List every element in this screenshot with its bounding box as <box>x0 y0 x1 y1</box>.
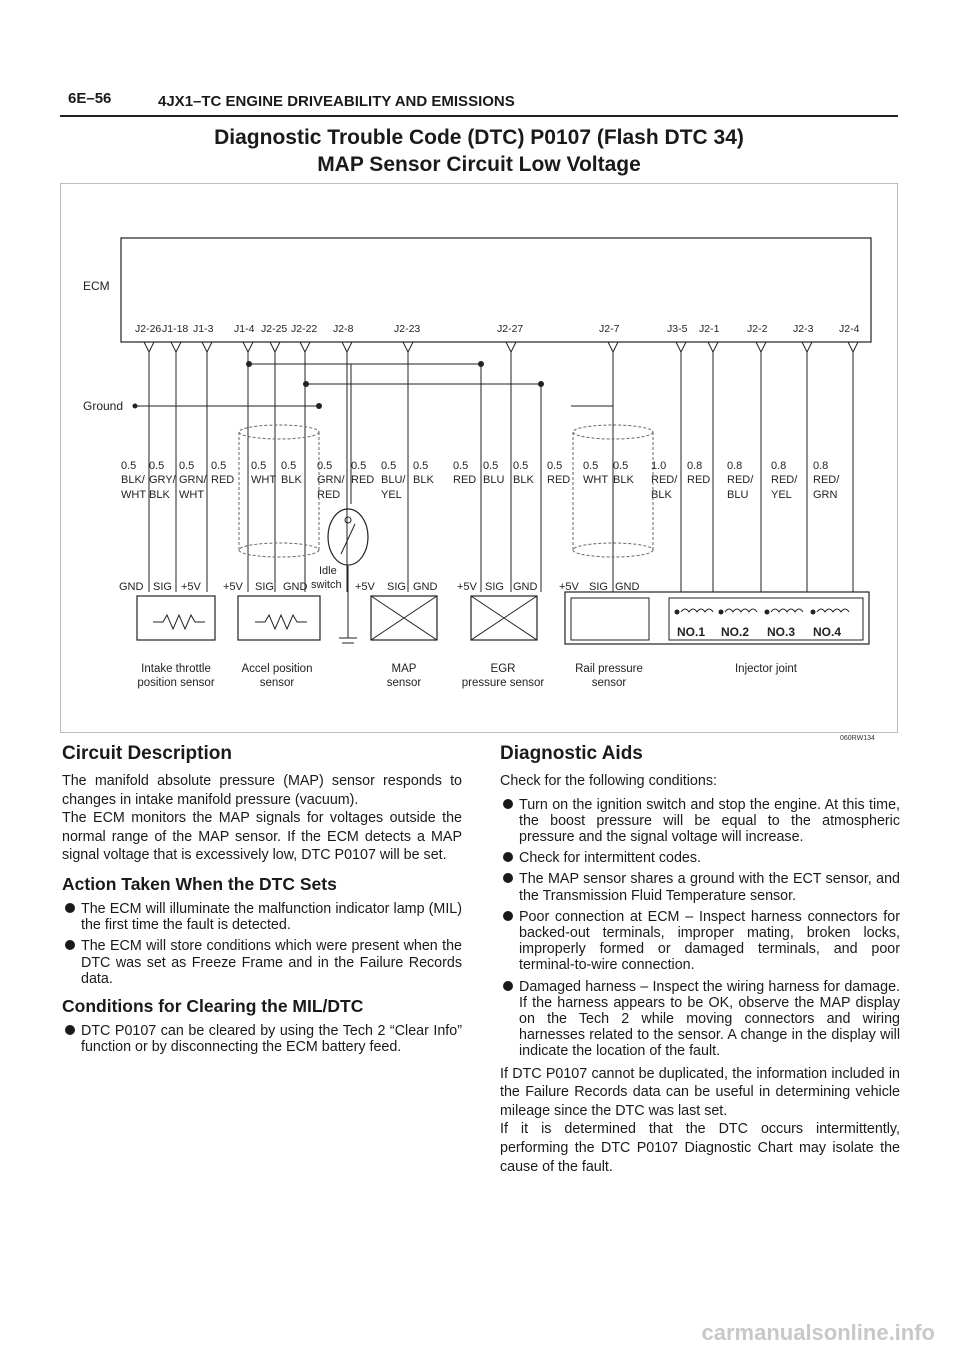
wire-color-label: RED <box>547 474 571 486</box>
terminal-label: SIG <box>255 581 274 593</box>
ecm-pin-label: J2-2 <box>747 323 768 335</box>
ecm-pin-label: J2-26 <box>135 323 162 335</box>
component-label: Injector joint <box>734 663 798 675</box>
bullet-icon <box>503 981 513 991</box>
bullet-icon <box>65 903 75 913</box>
connector-symbol <box>403 342 413 352</box>
watermark: carmanualsonline.info <box>701 1320 935 1345</box>
injector-dot <box>811 610 816 615</box>
accel-sensor-box <box>238 596 320 640</box>
list-item: Damaged harness – Inspect the wiring harness for damage. If the harness appears to be OK, observe the MAP display on the Tech 2 while moving connectors and wiring harnesses related to the sensor. A change in the display will indicate the location of the fault. <box>500 979 900 1060</box>
clearing-heading: Conditions for Clearing the MIL/DTC <box>62 995 364 1016</box>
component-label: Accel position <box>241 663 313 675</box>
terminal-label: +5V <box>181 581 201 593</box>
wire-color-label: BLK <box>281 474 302 486</box>
wire-color-label: GRN/ <box>179 474 207 486</box>
terminal-label: SIG <box>387 581 406 593</box>
component-label: sensor <box>386 677 422 689</box>
wire-gauge-label: 1.0 <box>651 460 667 472</box>
wire-color-label-2: WHT <box>121 489 147 501</box>
connector-symbol <box>506 342 516 352</box>
component-label: sensor <box>591 677 627 689</box>
ecm-pin-label: J2-3 <box>793 323 814 335</box>
diagnostic-aids-intro: Check for the following conditions: <box>500 773 717 789</box>
terminal-label: SIG <box>589 581 608 593</box>
wire-color-label: WHT <box>583 474 609 486</box>
wiring-diagram <box>60 183 898 733</box>
connector-symbol <box>756 342 766 352</box>
list-item: Turn on the ignition switch and stop the engine. At this time, the boost pressure will be equal to the atmospheric pressure and the signal voltage will increase. <box>500 797 900 846</box>
component-label: pressure sensor <box>461 677 545 689</box>
component-label: Intake throttle <box>141 663 211 675</box>
wire-gauge-label: 0.8 <box>687 460 703 472</box>
wire-gauge-label: 0.5 <box>381 460 397 472</box>
ecm-pin-label: J2-8 <box>333 323 354 335</box>
wire-color-label: RED/ <box>651 474 678 486</box>
injector-coil <box>725 609 757 612</box>
injector-coil <box>681 609 713 612</box>
ecm-pin-label: J2-23 <box>394 323 421 335</box>
junction-dot <box>478 361 484 367</box>
diagnostic-aids-p2: If it is determined that the DTC occurs intermittently, performing the DTC P0107 Diagnostic Chart may isolate the cause of the fault. <box>500 1121 900 1175</box>
terminal-label: GND <box>513 581 538 593</box>
rail-sensor-box <box>571 598 649 640</box>
dtc-title-line1: Diagnostic Trouble Code (DTC) P0107 (Flash DTC 34) <box>214 126 744 149</box>
wire-color-label-2: WHT <box>179 489 205 501</box>
circuit-description-heading: Circuit Description <box>62 743 232 764</box>
wire-color-label-2: YEL <box>381 489 402 501</box>
wire-color-label-2: BLK <box>149 489 170 501</box>
action-taken-list <box>62 901 462 987</box>
wire-gauge-label: 0.8 <box>813 460 829 472</box>
component-label: Rail pressure <box>575 663 643 675</box>
connector-symbol <box>202 342 212 352</box>
connector-symbol <box>848 342 858 352</box>
junction-dot <box>246 361 252 367</box>
ecm-pin-label: J2-7 <box>599 323 620 335</box>
wire-color-label: RED <box>351 474 375 486</box>
wire-color-label: RED/ <box>771 474 798 486</box>
list-item: The ECM will illuminate the malfunction indicator lamp (MIL) the first time the fault is detected. <box>62 901 462 933</box>
ecm-pin-label: J2-27 <box>497 323 524 335</box>
clearing-list <box>62 1023 462 1055</box>
component-label: MAP <box>391 663 417 675</box>
diagnostic-aids-p1: If DTC P0107 cannot be duplicated, the information included in the Failure Records data can be useful in determining vehicle mileage since the DTC was last set. <box>500 1065 900 1119</box>
injector-label: NO.2 <box>721 625 750 639</box>
wire-gauge-label: 0.5 <box>483 460 499 472</box>
terminal-label: GND <box>283 581 308 593</box>
diagnostic-aids-heading: Diagnostic Aids <box>500 743 643 764</box>
wire-color-label-2: BLK <box>651 489 672 501</box>
right-column <box>500 742 900 1176</box>
wire-color-label: BLK/ <box>121 474 145 486</box>
wire-gauge-label: 0.5 <box>351 460 367 472</box>
wire-gauge-label: 0.8 <box>727 460 743 472</box>
page-header-number: 6E–56 <box>68 90 112 107</box>
connector-symbol <box>708 342 718 352</box>
wire-color-label: BLK <box>413 474 434 486</box>
connector-symbol <box>270 342 280 352</box>
terminal-label: +5V <box>223 581 243 593</box>
circuit-description-p2: The ECM monitors the MAP signals for voltages outside the normal range of the MAP sensor. If the ECM detects a MAP signal voltage that is excessively low, DTC P0107 will be set. <box>62 810 462 864</box>
bullet-icon <box>503 911 513 921</box>
terminal-label: GND <box>119 581 144 593</box>
header-rule <box>60 115 898 117</box>
terminal-label: GND <box>615 581 640 593</box>
ecm-pin-label: J1-18 <box>162 323 189 335</box>
ecm-pin-label: J2-4 <box>839 323 860 335</box>
wire-color-label: RED <box>211 474 235 486</box>
wire-color-label: WHT <box>251 474 277 486</box>
wire-gauge-label: 0.5 <box>281 460 297 472</box>
injector-dot <box>765 610 770 615</box>
connector-symbol <box>802 342 812 352</box>
wire-color-label: RED/ <box>813 474 840 486</box>
terminal-label: +5V <box>559 581 579 593</box>
wire-color-label: BLU/ <box>381 474 406 486</box>
dtc-title-line2: MAP Sensor Circuit Low Voltage <box>317 153 641 176</box>
wire-gauge-label: 0.5 <box>513 460 529 472</box>
figure-code: 060RW134 <box>840 735 875 742</box>
throttle-sensor-box <box>137 596 215 640</box>
page-header-title: 4JX1–TC ENGINE DRIVEABILITY AND EMISSIONS <box>158 93 515 110</box>
connector-symbol <box>342 342 352 352</box>
injector-coil <box>771 609 803 612</box>
wire-gauge-label: 0.5 <box>179 460 195 472</box>
wire-color-label-2: YEL <box>771 489 792 501</box>
wire-color-label: RED/ <box>727 474 754 486</box>
component-label: position sensor <box>137 677 215 689</box>
list-item: The MAP sensor shares a ground with the ECT sensor, and the Transmission Fluid Temperature sensor. <box>500 871 900 903</box>
terminal-label: +5V <box>457 581 477 593</box>
action-taken-heading: Action Taken When the DTC Sets <box>62 873 337 894</box>
ecm-pin-label: J1-3 <box>193 323 214 335</box>
terminal-label: SIG <box>153 581 172 593</box>
connector-symbol <box>144 342 154 352</box>
wire-gauge-label: 0.5 <box>613 460 629 472</box>
ecm-pin-label: J2-22 <box>291 323 318 335</box>
list-item: Check for intermittent codes. <box>500 850 900 866</box>
bullet-icon <box>503 873 513 883</box>
junction-dot <box>316 403 322 409</box>
wire-color-label-2: RED <box>317 489 341 501</box>
injector-dot <box>719 610 724 615</box>
wire-color-label: BLK <box>513 474 534 486</box>
ecm-label: ECM <box>83 279 110 293</box>
wire-gauge-label: 0.5 <box>149 460 165 472</box>
circuit-description-p1: The manifold absolute pressure (MAP) sensor responds to changes in intake manifold pressure (vacuum). <box>62 773 462 808</box>
bullet-icon <box>65 940 75 950</box>
junction-dot <box>303 381 309 387</box>
injector-label: NO.3 <box>767 625 796 639</box>
connector-symbol <box>608 342 618 352</box>
diagnostic-aids-list <box>500 797 900 1060</box>
ecm-pin-label: J2-1 <box>699 323 720 335</box>
list-item: The ECM will store conditions which were present when the DTC was set as Freeze Frame and in the Failure Records data. <box>62 938 462 987</box>
injector-dot <box>675 610 680 615</box>
idle-switch-label-2: switch <box>311 579 342 591</box>
wire-color-label-2: BLU <box>727 489 749 501</box>
wire-color-label: GRY/ <box>149 474 176 486</box>
list-item: DTC P0107 can be cleared by using the Tech 2 “Clear Info” function or by disconnecting the ECM battery feed. <box>62 1023 462 1055</box>
ecm-pin-label: J2-25 <box>261 323 288 335</box>
wire-gauge-label: 0.5 <box>413 460 429 472</box>
injector-coil <box>817 609 849 612</box>
component-label: EGR <box>490 663 516 675</box>
wire-gauge-label: 0.5 <box>317 460 333 472</box>
connector-symbol <box>243 342 253 352</box>
bullet-icon <box>503 852 513 862</box>
terminal-label: GND <box>413 581 438 593</box>
ground-label: Ground <box>83 399 124 413</box>
connector-symbol <box>300 342 310 352</box>
connector-symbol <box>676 342 686 352</box>
connector-symbol <box>171 342 181 352</box>
list-item: Poor connection at ECM – Inspect harness connectors for backed-out terminals, improper mating, broken locks, improperly formed or damaged terminals, and poor terminal-to-wire connection. <box>500 909 900 974</box>
wire-color-label: BLU <box>483 474 505 486</box>
wire-gauge-label: 0.5 <box>251 460 267 472</box>
wire-gauge-label: 0.5 <box>211 460 227 472</box>
wire-gauge-label: 0.8 <box>771 460 787 472</box>
wire-gauge-label: 0.5 <box>583 460 599 472</box>
ecm-pin-label: J3-5 <box>667 323 688 335</box>
wire-gauge-label: 0.5 <box>453 460 469 472</box>
terminal-label: SIG <box>485 581 504 593</box>
wire-color-label: RED <box>453 474 477 486</box>
bullet-icon <box>503 799 513 809</box>
wire-color-label-2: GRN <box>813 489 838 501</box>
injector-label: NO.4 <box>813 625 842 639</box>
bullet-icon <box>65 1025 75 1035</box>
wire-color-label: GRN/ <box>317 474 345 486</box>
ecm-pin-label: J1-4 <box>234 323 255 335</box>
junction-dot <box>538 381 544 387</box>
injector-label: NO.1 <box>677 625 706 639</box>
component-label: sensor <box>259 677 295 689</box>
terminal-label: +5V <box>355 581 375 593</box>
wire-color-label: RED <box>687 474 711 486</box>
wire-gauge-label: 0.5 <box>547 460 563 472</box>
idle-switch-label: Idle <box>319 565 337 577</box>
wire-color-label: BLK <box>613 474 634 486</box>
wire-gauge-label: 0.5 <box>121 460 137 472</box>
left-column <box>62 742 462 1060</box>
